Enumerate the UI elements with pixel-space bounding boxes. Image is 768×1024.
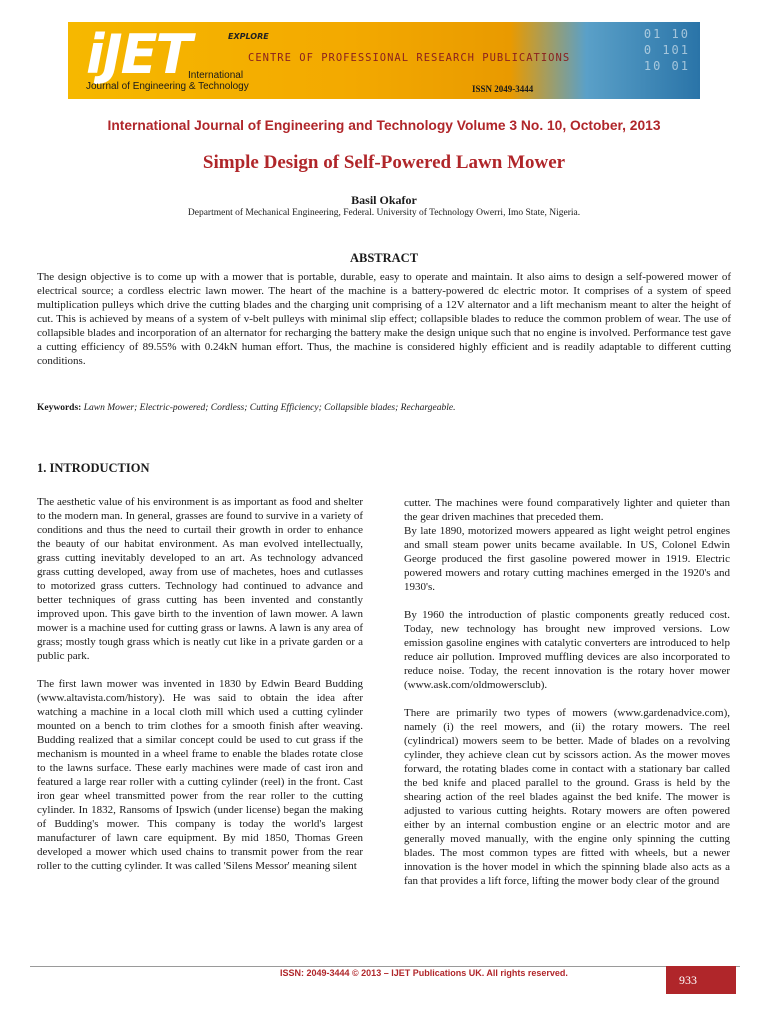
section-heading-introduction: 1. INTRODUCTION xyxy=(37,461,150,475)
banner-explore: EXPLORE xyxy=(228,32,269,41)
paragraph: The aesthetic value of his environment is as important as food and shelter to the modern man. In general, grasses are found to survive in a variety of conditions and thus the need to curtail their growth in order to enhance the beauty of our habitat environment. As man evolved intellectually, grass cutting inevitably developed to an art. As technology advanced grass cutting developed, away from use of machetes, hoes and cutlasses to motorized grass cutters. Technology had continued to advance and better techniques of grass cutting has been invented and constantly improved upon. This gave birth to the invention of lawn mower. A lawn mower is a machine used for cutting grass or lawns. A lawn is any area of grass; mostly tough grass which is neatly cut like in a private garden or a public park. xyxy=(37,496,363,662)
author-name: Basil Okafor xyxy=(351,193,417,207)
ijet-logo: iJET xyxy=(86,23,191,86)
right-column xyxy=(404,496,730,888)
journal-banner xyxy=(68,22,700,99)
abstract-text: The design objective is to come up with a mower that is portable, durable, easy to operate and maintain. It also aims to design a self-powered mower of electrical source; a cordless electric lawn mower. The heart of the machine is a battery-powered dc electric motor. It comprises of a system of speed multiplication pulleys which drive the cutting blades and the charging unit comprising of a 12V alternator and a lift mechanism meant to alter the height of cut. This is achieved by means of a system of v-belt pulleys with minimal slip effect; collapsible blades to reduce the common problem of wear. The use of collapsible blades and incorporation of an alternator for recharging the battery make the design unique such that no engine is involved. Performance test gave a cutting efficiency of 89.55% with 0.24kN human effort. Thus, the machine is considered highly efficient and is readily adaptable to different cutting conditions. xyxy=(37,271,731,367)
abstract-heading: ABSTRACT xyxy=(349,251,419,265)
keywords-text: Lawn Mower; Electric-powered; Cordless; Cutting Efficiency; Collapsible blades; Rechargeable. xyxy=(83,403,456,413)
journal-volume-line: International Journal of Engineering and Technology Volume 3 No. 10, October, 2013 xyxy=(107,118,661,133)
paragraph: cutter. The machines were found comparatively lighter and quieter than the gear driven machines that preceded them. xyxy=(404,497,730,523)
paper-title: Simple Design of Self-Powered Lawn Mower xyxy=(202,152,566,173)
keywords-label: Keywords: xyxy=(37,403,82,413)
keywords xyxy=(37,402,731,415)
footer-copyright: ISSN: 2049-3444 © 2013 – IJET Publications UK. All rights reserved. xyxy=(280,968,568,978)
paragraph: By 1960 the introduction of plastic components greatly reduced cost. Today, new technology has brought new improved versions. Low emission gasoline engines with catalytic converters are introduced to help reduce air pollution. Improved muffling devices are also incorporated to reduce noise. Today, the recent innovation is the rotary hover mower (www.ask.com/oldmowersclub). xyxy=(404,609,730,691)
banner-international: International xyxy=(188,70,244,81)
page-number: 933 xyxy=(679,973,697,987)
paragraph: The first lawn mower was invented in 1830 by Edwin Beard Budding (www.altavista.com/history). He was said to obtain the idea after watching a machine in a local cloth mill which used a cutting cylinder mounted on a bench to trim clothes for a smooth finish after weaving. Budding realized that a similar concept could be used to cut grass if the mechanism is mounted in a wheel frame to enable the blades rotate close to the lawns surface. These early machines were made of cast iron and featured a large rear roller with a cutting cylinder (reel) in the front. Cast iron gear wheel transmitted power from the rear roller to the cutting cylinder. In 1832, Ransoms of Ipswich (under license) began the making of Budding's mower. This company is today the world's largest manufacturer of lawn care equipment. By mid 1850, Thomas Green developed a mower which used chains to transmit power from the rear roller to the cutting cylinder. It was called 'Silens Messor' meaning silent xyxy=(37,678,363,872)
page-number-box xyxy=(666,966,736,994)
author-affiliation: Department of Mechanical Engineering, Federal. University of Technology Owerri, Imo State, Nigeria. xyxy=(187,208,581,218)
banner-journal-name: Journal of Engineering & Technology xyxy=(86,81,249,92)
banner-issn: ISSN 2049-3444 xyxy=(472,84,534,94)
footer-rule xyxy=(30,966,740,967)
binary-decoration: 01 10 0 101 10 01 xyxy=(643,27,690,73)
paragraph: There are primarily two types of mowers (www.gardenadvice.com), namely (i) the reel mowers, and (ii) the rotary mowers. The reel (cylindrical) mowers seem to be better. Made of blades on a revolving cylinder, they achieve clean cut by scissors action. As the mower moves forward, the rotating blades come in contact with a stationary bar called the bed knife and placed parallel to the ground. Grass is held by the shearing action of the reel blades against the bed knife. The mower is adjusted to various cutting heights. Rotary mowers are often powered either by an internal combustion engine or an electric motor and are generally moved manually, with the engine only spinning the cutting blades. The most common types are fitted with wheels, but a newer innovation is the hover model in which the spinning blade also acts as a fan that provides a lift force, lifting the mower body clear of the ground xyxy=(404,707,730,887)
left-column xyxy=(37,495,363,873)
banner-centre-text: CENTRE OF PROFESSIONAL RESEARCH PUBLICATIONS xyxy=(248,52,571,64)
paragraph: By late 1890, motorized mowers appeared as light weight petrol engines and small steam power units became available. In US, Colonel Edwin George produced the first gasoline powered mower in 1919. Electric powered mowers and rotary cutting machines emerged in the 1920's and 1930's. xyxy=(404,525,730,593)
